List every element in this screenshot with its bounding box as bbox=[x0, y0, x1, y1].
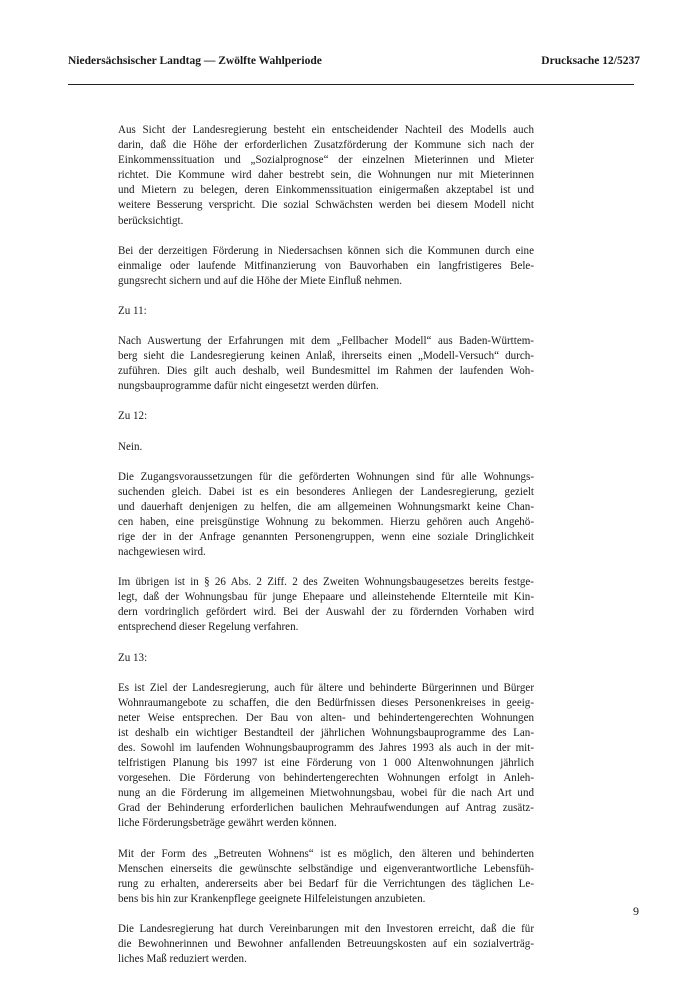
text-line: Die Landesregierung hat durch Vereinbarungen mit den Investoren erreicht, daß die für bbox=[118, 922, 534, 935]
text-line: die Bewohnerinnen und Bewohner anfallenden Betreuungskosten auf ein sozialverträg- bbox=[118, 938, 534, 951]
header-rule bbox=[68, 84, 634, 85]
paragraph bbox=[118, 922, 534, 967]
paragraph bbox=[118, 334, 534, 394]
section-heading bbox=[118, 651, 534, 666]
text-line: rige der in der Anfrage genannten Personengruppen, wenn eine soziale Dringlichkeit bbox=[118, 530, 534, 543]
section-heading bbox=[118, 304, 534, 319]
text-line: Grad der Behinderung erforderlichen baulichen Mehraufwendungen auf Antrag zusätz- bbox=[118, 802, 534, 815]
text-line: Menschen einerseits die gewünschte selbständige und eigenverantwortliche Lebensfüh- bbox=[118, 862, 534, 875]
text-line: des. Sowohl im laufenden Wohnungsbauprogramm des Jahres 1993 als auch in der mit- bbox=[118, 742, 534, 754]
text-line: einmalige oder laufende Mitfinanzierung von Bauvorhaben ein langfristigeres Bele- bbox=[118, 259, 534, 272]
paragraph bbox=[118, 681, 534, 832]
text-line: Zu 13: bbox=[118, 651, 148, 664]
page-number: 9 bbox=[633, 904, 639, 918]
text-line: und dauerhaft denjenigen zu helfen, die am allgemeinen Wohnungsmarkt keine Chan- bbox=[118, 500, 534, 513]
text-line: berg sieht die Landesregierung keinen Anlaß, ihrerseits einen „Modell-Versuch“ durch- bbox=[118, 350, 534, 363]
text-line: richtet. Die Kommune wird daher bestrebt sein, die Wohnungen nur mit Mieterinnen bbox=[118, 169, 534, 182]
text-line: darin, daß die Höhe der erforderlichen Zusatzförderung der Kommune sich nach der bbox=[118, 139, 534, 152]
text-line: Nach Auswertung der Erfahrungen mit dem „Fellbacher Modell“ aus Baden-Württem- bbox=[118, 335, 534, 348]
text-line: Zu 11: bbox=[118, 304, 147, 317]
body-text bbox=[118, 123, 534, 982]
document-number: Drucksache 12/5237 bbox=[541, 55, 640, 67]
paragraph bbox=[118, 847, 534, 907]
text-line: Aus Sicht der Landesregierung besteht ein entscheidender Nachteil des Modells auch bbox=[118, 124, 534, 136]
text-line: gungsrecht sichern und auf die Höhe der Miete Einfluß nehmen. bbox=[118, 274, 403, 287]
text-line: Zu 12: bbox=[118, 410, 148, 423]
text-line: telfristigen Planung bis 1997 ist eine Förderung von 1 000 Altenwohnungen jährlich bbox=[118, 757, 534, 770]
text-line: Einkommenssituation und „Sozialprognose“ der einzelnen Mieterinnen und Mieter bbox=[118, 154, 534, 167]
text-line: cen haben, eine preisgünstige Wohnung zu bekommen. Hierzu gehören auch Angehö- bbox=[118, 515, 534, 528]
paragraph bbox=[118, 123, 534, 229]
text-line: liches Maß reduziert werden. bbox=[118, 953, 247, 966]
text-line: Die Zugangsvoraussetzungen für die geförderten Wohnungen sind für alle Wohnungs- bbox=[118, 470, 534, 483]
text-line: ist deshalb ein wichtiger Bestandteil der jährlichen Wohnungsbauprogramme des Lan- bbox=[118, 726, 534, 739]
text-line: nungsbauprogramme dafür nicht eingesetzt werden dürfen. bbox=[118, 380, 379, 393]
text-line: nung an die Förderung im allgemeinen Mietwohnungsbau, wobei für die nach Art und bbox=[118, 787, 534, 800]
text-line: liche Förderungsbeträge gewährt werden können. bbox=[118, 817, 337, 830]
text-line: Wohnraumangebote zu schaffen, die den Bedürfnissen dieses Personenkreises in geeig- bbox=[118, 696, 534, 709]
text-line: legt, daß der Wohnungsbau für junge Ehepaare und alleinstehende Elternteile mit Kin- bbox=[118, 591, 534, 604]
paragraph bbox=[118, 470, 534, 561]
text-line: weitere Besserung verspricht. Die sozial Schwächsten werden bei diesem Modell nicht bbox=[118, 199, 534, 212]
text-line: nachgewiesen wird. bbox=[118, 546, 206, 559]
text-line: neter Weise entsprechen. Der Bau von alten- und behindertengerechten Wohnungen bbox=[118, 711, 534, 724]
text-line: Im übrigen ist in § 26 Abs. 2 Ziff. 2 des Zweiten Wohnungsbaugesetzes bereits festge- bbox=[118, 576, 534, 589]
text-line: Mit der Form des „Betreuten Wohnens“ ist es möglich, den älteren und behinderten bbox=[118, 847, 534, 860]
text-line: bens bis hin zur Krankenpflege geeignete Hilfeleistungen anzubieten. bbox=[118, 892, 426, 905]
section-heading bbox=[118, 409, 534, 424]
text-line: Nein. bbox=[118, 440, 143, 453]
text-line: Bei der derzeitigen Förderung in Niedersachsen können sich die Kommunen durch eine bbox=[118, 244, 534, 257]
header-title: Niedersächsischer Landtag — Zwölfte Wahlperiode bbox=[68, 55, 322, 67]
text-line: entsprechend dieser Regelung verfahren. bbox=[118, 621, 299, 634]
text-line: zuführen. Dies gilt auch deshalb, weil Bundesmittel im Rahmen der laufenden Woh- bbox=[118, 365, 534, 378]
text-line: dern vordringlich gefördert wird. Bei der Auswahl der zu fördernden Vorhaben wird bbox=[118, 606, 534, 619]
text-line: Es ist Ziel der Landesregierung, auch für ältere und behinderte Bürgerinnen und Bürger bbox=[118, 681, 534, 694]
text-line: vorgesehen. Die Förderung von behindertengerechten Wohnungen erfolgt in Anleh- bbox=[118, 772, 534, 785]
text-line: und Mietern zu belegen, deren Einkommenssituation einigermaßen akzeptabel ist und bbox=[118, 184, 534, 197]
section-heading bbox=[118, 440, 534, 455]
text-line: berücksichtigt. bbox=[118, 214, 184, 227]
paragraph bbox=[118, 244, 534, 289]
text-line: suchenden gleich. Dabei ist es ein besonderes Anliegen der Landesregierung, gezielt bbox=[118, 485, 534, 498]
text-line: rung zu erhalten, andererseits aber bei Bedarf für die Verrichtungen des täglichen Le- bbox=[118, 877, 534, 890]
paragraph bbox=[118, 575, 534, 635]
